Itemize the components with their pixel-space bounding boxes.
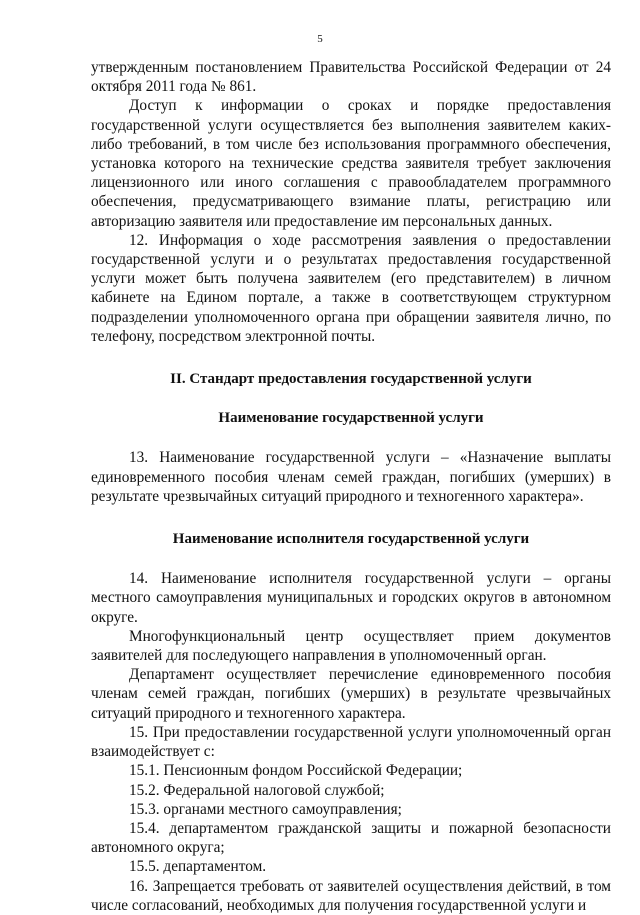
paragraph-12: 12. Информация о ходе рассмотрения заявления о предоставлении государственной услуги и о результатах предоставления государственной услуги может быть получена заявителем (его представителем) в личном кабинете на Едином портале, а также в соответствующем структурном подразделении уполномоченного органа при обращении заявителя лично, по телефону, посредством электронной почты.: [91, 231, 611, 345]
paragraph-16: 16. Запрещается требовать от заявителей осуществления действий, в том числе согласований, необходимых для получения государственной услуги и: [91, 877, 611, 914]
paragraph-15-3: 15.3. органами местного самоуправления;: [129, 800, 402, 818]
page-number: 5: [317, 33, 323, 45]
paragraph-14: 14. Наименование исполнителя государственной услуги – органы местного самоуправления муниципальных и городских округов в автономном округе.: [91, 570, 611, 626]
paragraph-13: 13. Наименование государственной услуги – «Назначение выплаты единовременного пособия членам семей граждан, погибших (умерших) в результате чрезвычайных ситуаций природного и техногенного характера».: [91, 449, 611, 505]
section-heading-standard: II. Стандарт предоставления государственной услуги: [170, 371, 532, 388]
subheading-executor: Наименование исполнителя государственной услуги: [172, 531, 530, 548]
paragraph-continuation: утвержденным постановлением Правительства Российской Федерации от 24 октября 2011 года № 861.: [91, 59, 611, 96]
paragraph-15-1: 15.1. Пенсионным фондом Российской Федерации;: [129, 762, 463, 780]
paragraph-15-5: 15.5. департаментом.: [129, 858, 267, 876]
paragraph-access-info: Доступ к информации о сроках и порядке предоставления государственной услуги осуществляется без выполнения заявителем каких-либо требований, в том числе без использования программного обеспечения, установка которого на технические средства заявителя требует заключения лицензионного или иного соглашения с правообладателем программного обеспечения, предусматривающего взимание платы, регистрацию или авторизацию заявителя или предоставление им персональных данных.: [91, 97, 611, 230]
page-content: [91, 58, 611, 915]
paragraph-15-4: 15.4. департаментом гражданской защиты и пожарной безопасности автономного округа;: [91, 819, 611, 857]
paragraph-department: Департамент осуществляет перечисление единовременного пособия членам семей граждан, погибших (умерших) в результате чрезвычайных ситуаций природного и техногенного характера.: [91, 666, 611, 722]
paragraph-mfc: Многофункциональный центр осуществляет прием документов заявителей для последующего направления в уполномоченный орган.: [91, 627, 611, 665]
paragraph-15-2: 15.2. Федеральной налоговой службой;: [129, 781, 385, 799]
paragraph-15: 15. При предоставлении государственной услуги уполномоченный орган взаимодействует с:: [91, 723, 611, 761]
subheading-service-name: Наименование государственной услуги: [218, 410, 484, 427]
